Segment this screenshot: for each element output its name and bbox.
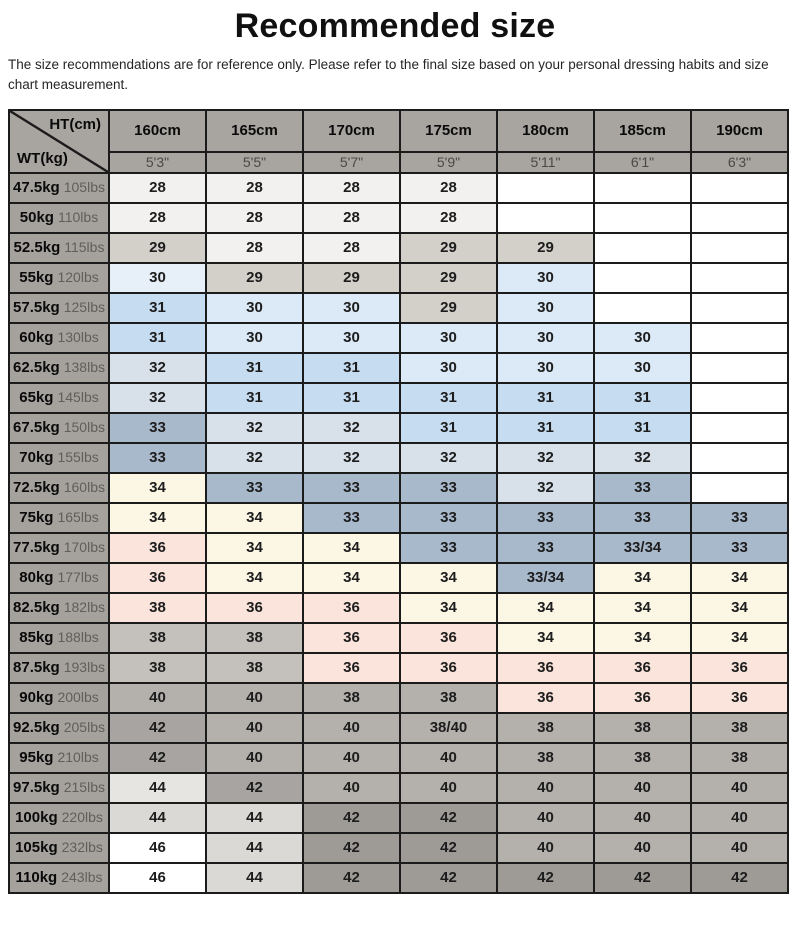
weight-lbs-label: 110lbs xyxy=(57,208,99,225)
size-cell: 36 xyxy=(303,593,400,623)
table-row xyxy=(9,443,788,473)
size-cell: 30 xyxy=(206,293,303,323)
size-cell xyxy=(691,173,788,203)
size-cell: 33/34 xyxy=(497,563,594,593)
table-row xyxy=(9,653,788,683)
size-cell: 42 xyxy=(303,863,400,893)
size-cell: 36 xyxy=(497,653,594,683)
weight-kg-label: 87.5kg xyxy=(13,658,60,676)
page-title: Recommended size xyxy=(234,7,556,45)
size-cell: 38 xyxy=(303,683,400,713)
size-cell: 31 xyxy=(497,383,594,413)
weight-row-header xyxy=(9,233,109,263)
size-cell: 42 xyxy=(303,803,400,833)
weight-row-header xyxy=(9,383,109,413)
size-cell: 46 xyxy=(109,863,206,893)
weight-lbs-label: 150lbs xyxy=(63,418,105,435)
size-cell: 40 xyxy=(497,833,594,863)
weight-lbs-label: 205lbs xyxy=(63,718,105,735)
size-cell: 33 xyxy=(691,503,788,533)
size-cell: 42 xyxy=(303,833,400,863)
weight-kg-label: 60kg xyxy=(19,328,54,346)
height-header-cm: 165cm xyxy=(206,110,303,152)
weight-kg-label: 52.5kg xyxy=(13,238,61,256)
size-cell: 33 xyxy=(497,533,594,563)
size-cell: 29 xyxy=(400,293,497,323)
size-cell: 30 xyxy=(400,353,497,383)
weight-lbs-label: 220lbs xyxy=(61,808,103,825)
size-cell: 31 xyxy=(594,383,691,413)
size-cell: 31 xyxy=(109,293,206,323)
weight-kg-label: 100kg xyxy=(15,808,58,826)
size-cell: 36 xyxy=(594,683,691,713)
size-cell: 40 xyxy=(497,803,594,833)
weight-lbs-label: 182lbs xyxy=(63,598,105,615)
size-cell: 32 xyxy=(303,443,400,473)
size-cell: 33 xyxy=(206,473,303,503)
table-row xyxy=(9,683,788,713)
size-cell: 34 xyxy=(206,563,303,593)
table-body xyxy=(9,173,788,893)
size-cell: 40 xyxy=(206,713,303,743)
size-cell: 36 xyxy=(109,563,206,593)
size-cell: 33 xyxy=(303,503,400,533)
table-row xyxy=(9,503,788,533)
weight-row-header xyxy=(9,503,109,533)
height-header-ftin: 5'7" xyxy=(303,152,400,173)
height-header-ftin: 5'5" xyxy=(206,152,303,173)
size-cell: 28 xyxy=(206,203,303,233)
size-cell: 36 xyxy=(303,653,400,683)
size-cell: 34 xyxy=(497,623,594,653)
size-cell xyxy=(691,293,788,323)
size-cell: 38 xyxy=(691,713,788,743)
weight-row-header xyxy=(9,563,109,593)
weight-kg-label: 47.5kg xyxy=(13,178,60,196)
weight-lbs-label: 188lbs xyxy=(57,628,99,645)
size-cell: 38 xyxy=(497,713,594,743)
weight-lbs-label: 105lbs xyxy=(63,178,105,195)
corner-cell xyxy=(9,110,109,173)
size-cell: 40 xyxy=(497,773,594,803)
size-cell: 30 xyxy=(206,323,303,353)
weight-lbs-label: 210lbs xyxy=(57,748,99,765)
size-cell: 31 xyxy=(303,383,400,413)
corner-ht-label: HT(cm) xyxy=(49,115,101,133)
weight-kg-label: 105kg xyxy=(15,838,58,856)
weight-row-header xyxy=(9,533,109,563)
size-cell: 31 xyxy=(497,413,594,443)
size-cell: 33 xyxy=(400,533,497,563)
table-row xyxy=(9,803,788,833)
size-cell: 38 xyxy=(691,743,788,773)
size-cell: 33 xyxy=(109,443,206,473)
size-cell: 30 xyxy=(594,353,691,383)
size-cell: 42 xyxy=(691,863,788,893)
size-cell: 36 xyxy=(400,623,497,653)
size-cell: 36 xyxy=(303,623,400,653)
weight-lbs-label: 120lbs xyxy=(57,268,99,285)
table-row xyxy=(9,743,788,773)
size-cell: 32 xyxy=(594,443,691,473)
size-cell: 40 xyxy=(594,833,691,863)
size-cell: 38 xyxy=(109,653,206,683)
size-cell xyxy=(497,203,594,233)
height-header-cm: 180cm xyxy=(497,110,594,152)
size-cell: 46 xyxy=(109,833,206,863)
size-cell xyxy=(594,173,691,203)
size-cell: 40 xyxy=(400,773,497,803)
weight-kg-label: 65kg xyxy=(19,388,54,406)
weight-kg-label: 75kg xyxy=(19,508,54,526)
size-cell: 33 xyxy=(594,473,691,503)
weight-row-header xyxy=(9,353,109,383)
weight-lbs-label: 145lbs xyxy=(57,388,99,405)
size-cell: 28 xyxy=(303,173,400,203)
weight-row-header xyxy=(9,863,109,893)
size-cell: 29 xyxy=(109,233,206,263)
size-cell xyxy=(691,473,788,503)
weight-lbs-label: 215lbs xyxy=(63,778,105,795)
weight-kg-label: 72.5kg xyxy=(13,478,60,496)
weight-row-header xyxy=(9,653,109,683)
weight-kg-label: 70kg xyxy=(19,448,54,466)
weight-row-header xyxy=(9,623,109,653)
size-cell: 31 xyxy=(109,323,206,353)
weight-lbs-label: 125lbs xyxy=(63,298,105,315)
size-cell: 42 xyxy=(400,833,497,863)
size-cell: 31 xyxy=(303,353,400,383)
height-header-cm: 185cm xyxy=(594,110,691,152)
table-row xyxy=(9,623,788,653)
size-cell: 31 xyxy=(594,413,691,443)
table-row xyxy=(9,353,788,383)
size-cell: 29 xyxy=(400,233,497,263)
weight-lbs-label: 193lbs xyxy=(63,658,105,675)
weight-kg-label: 55kg xyxy=(19,268,54,286)
weight-lbs-label: 155lbs xyxy=(57,448,99,465)
size-cell: 31 xyxy=(206,353,303,383)
size-cell: 28 xyxy=(109,173,206,203)
size-cell: 28 xyxy=(206,173,303,203)
weight-row-header xyxy=(9,593,109,623)
size-cell: 31 xyxy=(400,383,497,413)
table-row xyxy=(9,473,788,503)
size-cell: 42 xyxy=(594,863,691,893)
size-cell: 32 xyxy=(109,383,206,413)
size-cell: 33/34 xyxy=(594,533,691,563)
size-cell: 30 xyxy=(594,323,691,353)
size-cell: 31 xyxy=(400,413,497,443)
size-cell: 44 xyxy=(206,863,303,893)
size-cell: 33 xyxy=(109,413,206,443)
table-row xyxy=(9,563,788,593)
size-cell: 40 xyxy=(691,773,788,803)
height-header-cm: 190cm xyxy=(691,110,788,152)
size-cell: 30 xyxy=(497,293,594,323)
weight-lbs-label: 130lbs xyxy=(57,328,99,345)
size-cell: 30 xyxy=(303,323,400,353)
size-cell: 44 xyxy=(206,803,303,833)
size-cell: 38 xyxy=(109,593,206,623)
weight-row-header xyxy=(9,473,109,503)
size-cell: 30 xyxy=(109,263,206,293)
weight-lbs-label: 160lbs xyxy=(63,478,105,495)
size-cell xyxy=(691,353,788,383)
table-row xyxy=(9,863,788,893)
size-cell: 29 xyxy=(400,263,497,293)
size-cell: 36 xyxy=(594,653,691,683)
table-row xyxy=(9,173,788,203)
size-cell: 40 xyxy=(206,743,303,773)
size-cell: 32 xyxy=(109,353,206,383)
table-row xyxy=(9,263,788,293)
weight-kg-label: 110kg xyxy=(15,868,58,886)
size-cell: 40 xyxy=(691,803,788,833)
size-cell: 32 xyxy=(400,443,497,473)
corner-wt-label: WT(kg) xyxy=(17,149,68,167)
weight-kg-label: 77.5kg xyxy=(13,538,60,556)
size-cell: 33 xyxy=(691,533,788,563)
weight-lbs-label: 170lbs xyxy=(63,538,105,555)
size-cell: 32 xyxy=(206,413,303,443)
weight-kg-label: 85kg xyxy=(19,628,54,646)
table-row xyxy=(9,533,788,563)
size-cell: 32 xyxy=(303,413,400,443)
size-cell: 34 xyxy=(691,563,788,593)
size-cell: 38 xyxy=(109,623,206,653)
size-cell: 33 xyxy=(400,503,497,533)
weight-row-header xyxy=(9,203,109,233)
size-cell: 30 xyxy=(303,293,400,323)
size-cell: 36 xyxy=(206,593,303,623)
size-cell: 38 xyxy=(594,743,691,773)
size-cell: 32 xyxy=(206,443,303,473)
weight-kg-label: 57.5kg xyxy=(13,298,60,316)
weight-row-header xyxy=(9,713,109,743)
size-cell: 36 xyxy=(109,533,206,563)
size-cell xyxy=(594,233,691,263)
size-cell: 38 xyxy=(497,743,594,773)
weight-row-header xyxy=(9,173,109,203)
weight-row-header xyxy=(9,773,109,803)
size-cell xyxy=(691,383,788,413)
size-cell: 34 xyxy=(691,623,788,653)
weight-kg-label: 97.5kg xyxy=(13,778,60,796)
size-cell: 34 xyxy=(206,503,303,533)
height-header-cm: 175cm xyxy=(400,110,497,152)
size-cell: 42 xyxy=(400,863,497,893)
weight-row-header xyxy=(9,293,109,323)
weight-row-header xyxy=(9,323,109,353)
table-row xyxy=(9,413,788,443)
size-cell: 34 xyxy=(400,593,497,623)
height-header-ftin: 5'9" xyxy=(400,152,497,173)
weight-row-header xyxy=(9,803,109,833)
size-cell: 34 xyxy=(594,593,691,623)
size-cell: 34 xyxy=(206,533,303,563)
weight-lbs-label: 177lbs xyxy=(57,568,99,585)
table-header xyxy=(9,110,788,173)
size-cell: 29 xyxy=(206,263,303,293)
weight-lbs-label: 165lbs xyxy=(57,508,99,525)
weight-kg-label: 82.5kg xyxy=(13,598,60,616)
size-cell: 36 xyxy=(497,683,594,713)
size-cell: 44 xyxy=(206,833,303,863)
size-cell: 42 xyxy=(109,713,206,743)
size-cell: 34 xyxy=(109,473,206,503)
size-cell: 42 xyxy=(109,743,206,773)
size-cell: 38 xyxy=(594,713,691,743)
size-cell: 28 xyxy=(400,173,497,203)
weight-lbs-label: 138lbs xyxy=(63,358,105,375)
size-cell: 34 xyxy=(497,593,594,623)
size-cell: 32 xyxy=(497,473,594,503)
size-cell: 40 xyxy=(400,743,497,773)
weight-lbs-label: 232lbs xyxy=(61,838,103,855)
weight-row-header xyxy=(9,443,109,473)
size-cell: 40 xyxy=(206,683,303,713)
size-cell xyxy=(691,203,788,233)
size-cell: 29 xyxy=(303,263,400,293)
weight-lbs-label: 243lbs xyxy=(61,868,103,885)
size-cell: 33 xyxy=(497,503,594,533)
size-cell: 36 xyxy=(400,653,497,683)
table-row xyxy=(9,593,788,623)
size-cell: 30 xyxy=(497,263,594,293)
weight-row-header xyxy=(9,683,109,713)
height-header-ftin: 6'3" xyxy=(691,152,788,173)
size-cell: 42 xyxy=(206,773,303,803)
height-header-ftin: 5'3" xyxy=(109,152,206,173)
header-row-ftin xyxy=(9,152,788,173)
size-cell: 34 xyxy=(303,563,400,593)
weight-lbs-label: 200lbs xyxy=(57,688,99,705)
size-cell: 28 xyxy=(109,203,206,233)
size-cell: 34 xyxy=(594,623,691,653)
size-cell: 44 xyxy=(109,773,206,803)
size-cell: 34 xyxy=(400,563,497,593)
size-cell: 34 xyxy=(594,563,691,593)
disclaimer-text: The size recommendations are for reference only. Please refer to the final size based on your personal dressing habits and size chart measurement. xyxy=(8,57,769,93)
height-header-cm: 170cm xyxy=(303,110,400,152)
size-cell: 30 xyxy=(400,323,497,353)
size-cell: 36 xyxy=(691,653,788,683)
size-cell xyxy=(497,173,594,203)
size-cell: 34 xyxy=(303,533,400,563)
table-row xyxy=(9,293,788,323)
table-row xyxy=(9,713,788,743)
weight-kg-label: 62.5kg xyxy=(13,358,60,376)
size-cell xyxy=(691,413,788,443)
size-cell: 40 xyxy=(594,773,691,803)
weight-kg-label: 90kg xyxy=(19,688,54,706)
table-row xyxy=(9,773,788,803)
size-cell: 42 xyxy=(400,803,497,833)
size-cell xyxy=(594,293,691,323)
size-cell: 40 xyxy=(691,833,788,863)
weight-kg-label: 80kg xyxy=(19,568,54,586)
weight-kg-label: 95kg xyxy=(19,748,54,766)
size-cell: 31 xyxy=(206,383,303,413)
weight-kg-label: 50kg xyxy=(19,208,54,226)
size-cell: 28 xyxy=(400,203,497,233)
size-cell: 40 xyxy=(109,683,206,713)
size-cell xyxy=(691,443,788,473)
size-cell: 40 xyxy=(303,713,400,743)
table-row xyxy=(9,383,788,413)
height-header-cm: 160cm xyxy=(109,110,206,152)
size-cell: 28 xyxy=(303,203,400,233)
size-cell: 28 xyxy=(206,233,303,263)
weight-row-header xyxy=(9,833,109,863)
size-cell: 38/40 xyxy=(400,713,497,743)
weight-row-header xyxy=(9,263,109,293)
table-row xyxy=(9,233,788,263)
size-cell: 30 xyxy=(497,353,594,383)
table-row xyxy=(9,833,788,863)
size-cell: 32 xyxy=(497,443,594,473)
size-cell: 34 xyxy=(691,593,788,623)
size-cell: 30 xyxy=(497,323,594,353)
weight-lbs-label: 115lbs xyxy=(64,238,105,255)
size-cell: 33 xyxy=(400,473,497,503)
table-row xyxy=(9,203,788,233)
weight-kg-label: 92.5kg xyxy=(13,718,60,736)
weight-kg-label: 67.5kg xyxy=(13,418,60,436)
size-cell: 40 xyxy=(303,773,400,803)
size-cell: 33 xyxy=(303,473,400,503)
size-cell: 38 xyxy=(400,683,497,713)
size-cell xyxy=(594,203,691,233)
header-row-cm xyxy=(9,110,788,152)
size-cell: 42 xyxy=(497,863,594,893)
height-header-ftin: 5'11" xyxy=(497,152,594,173)
size-cell xyxy=(594,263,691,293)
size-cell: 40 xyxy=(594,803,691,833)
size-cell: 36 xyxy=(691,683,788,713)
weight-row-header xyxy=(9,743,109,773)
size-cell xyxy=(691,233,788,263)
size-cell: 29 xyxy=(497,233,594,263)
size-cell: 28 xyxy=(303,233,400,263)
size-cell xyxy=(691,323,788,353)
height-header-ftin: 6'1" xyxy=(594,152,691,173)
size-chart-page xyxy=(0,7,790,894)
size-cell xyxy=(691,263,788,293)
size-cell: 34 xyxy=(109,503,206,533)
size-table xyxy=(8,109,789,894)
size-cell: 38 xyxy=(206,653,303,683)
size-cell: 40 xyxy=(303,743,400,773)
size-cell: 44 xyxy=(109,803,206,833)
weight-row-header xyxy=(9,413,109,443)
size-cell: 38 xyxy=(206,623,303,653)
size-cell: 33 xyxy=(594,503,691,533)
table-row xyxy=(9,323,788,353)
